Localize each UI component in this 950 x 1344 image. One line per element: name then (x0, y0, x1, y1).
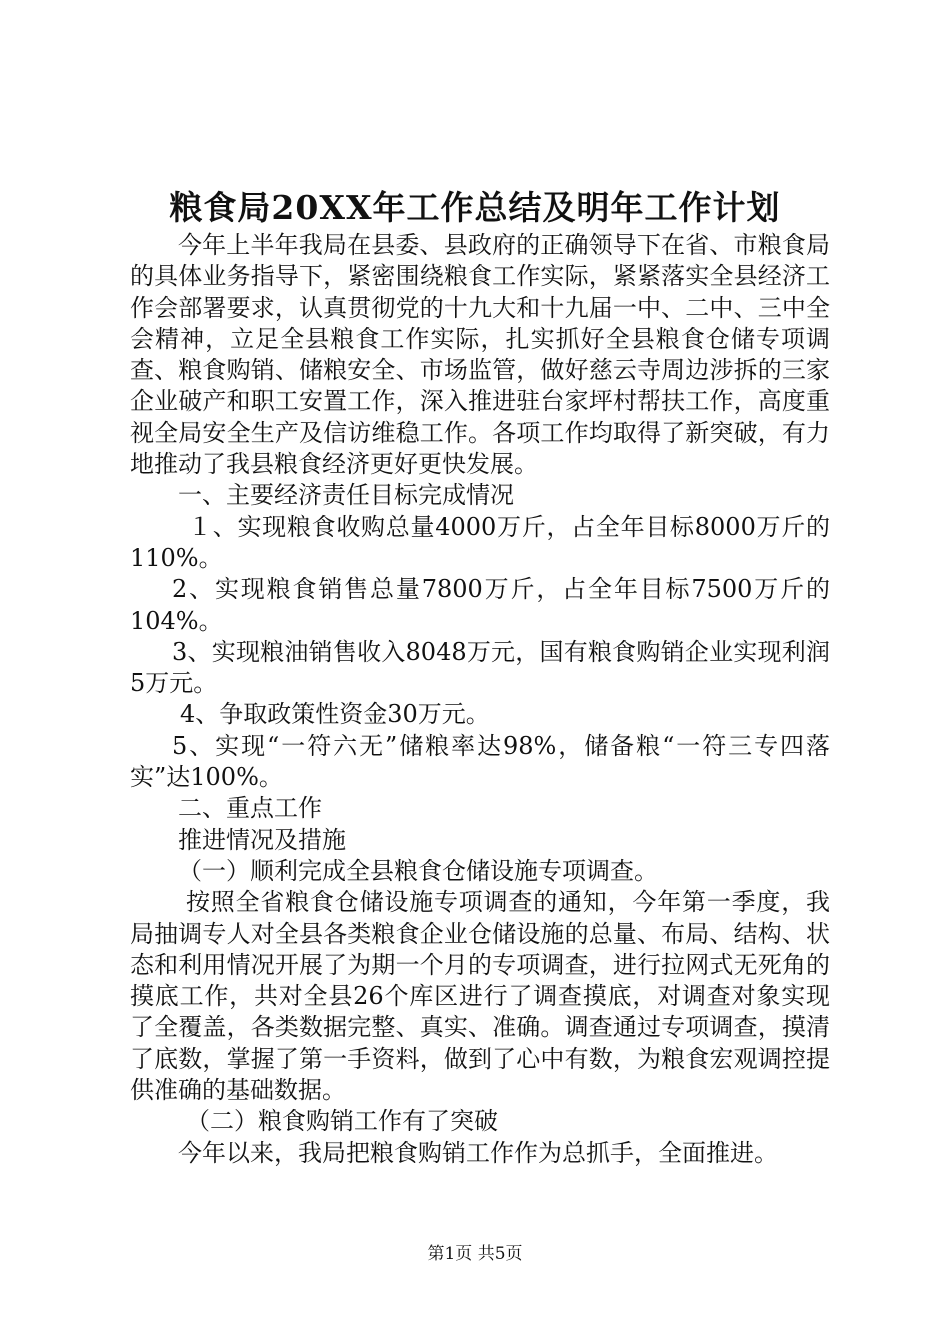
section-heading-1: 一、主要经济责任目标完成情况 (178, 481, 514, 510)
target-item-4: 4、争取政策性资金30万元。 (180, 700, 490, 729)
subsection-heading-2: （二）粮食购销工作有了突破 (186, 1107, 498, 1136)
section-subheading: 推进情况及措施 (178, 825, 346, 854)
document-body (130, 230, 830, 1169)
purchase-sales-paragraph: 今年以来，我局把粮食购销工作作为总抓手，全面推进。 (178, 1138, 778, 1167)
survey-paragraph: 按照全省粮食仓储设施专项调查的通知，今年第一季度，我局抽调专人对全县各类粮食企业仓储设施的总量、布局、结构、状态和利用情况开展了为期一个月的专项调查，进行拉网式无死角的摸底工作，共对全县26个库区进行了调查摸底，对调查对象实现了全覆盖，各类数据完整、真实、准确。调查通过专项调查，摸清了底数，掌握了第一手资料，做到了心中有数，为粮食宏观调控提供准确的基础数据。 (130, 888, 830, 1105)
target-item-2: 2、实现粮食销售总量7800万斤，占全年目标7500万斤的104%。 (130, 575, 830, 635)
target-item-5: 5、实现“一符六无”储粮率达98%，储备粮“一符三专四落实”达100%。 (130, 731, 830, 792)
target-item-3: 3、实现粮油销售收入8048万元，国有粮食购销企业实现利润5万元。 (130, 637, 830, 698)
intro-paragraph: 今年上半年我局在县委、县政府的正确领导下在省、市粮食局的具体业务指导下，紧密围绕粮食工作实际，紧紧落实全县经济工作会部署要求，认真贯彻党的十九大和十九届一中、二中、三中全会精神，立足全县粮食工作实际，扎实抓好全县粮食仓储专项调查、粮食购销、储粮安全、市场监管，做好慈云寺周边涉拆的三家企业破产和职工安置工作，深入推进驻台家坪村帮扶工作，高度重视全局安全生产及信访维稳工作。各项工作均取得了新突破，有力地推动了我县粮食经济更好更快发展。 (130, 231, 830, 479)
subsection-heading-1: （一）顺利完成全县粮食仓储设施专项调查。 (178, 856, 658, 885)
section-heading-2: 二、重点工作 (178, 794, 322, 823)
target-item-1: １、实现粮食收购总量4000万斤，占全年目标8000万斤的110%。 (130, 512, 830, 572)
page-footer: 第1页 共5页 (427, 1244, 523, 1264)
document-title: 粮食局20XX年工作总结及明年工作计划 (169, 188, 781, 227)
